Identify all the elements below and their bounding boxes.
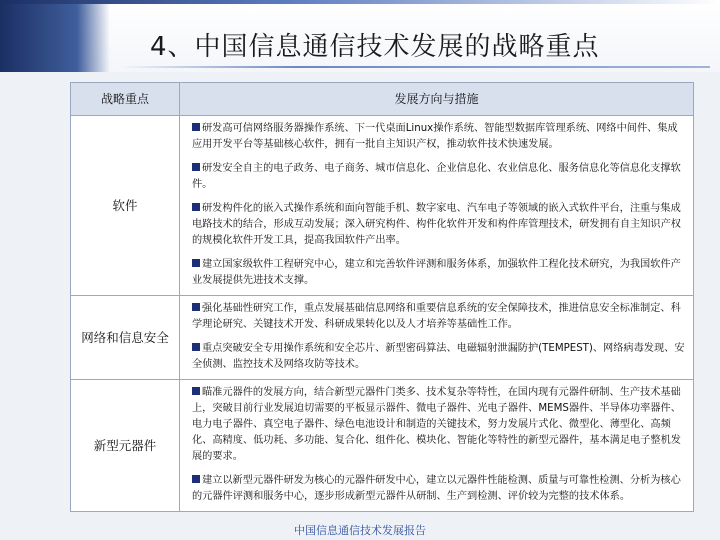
banner-accent — [0, 0, 110, 72]
table-header-row — [71, 83, 694, 116]
category-cell: 软件 — [71, 116, 180, 296]
measure-text: 强化基础性研究工作，重点发展基础信息网络和重要信息系统的安全保障技术，推进信息安全标准制定、科学理论研究、关键技术开发、科研成果转化以及人才培养等基础性工作。 — [192, 303, 681, 330]
square-bullet-icon — [192, 163, 200, 171]
measures-cell — [180, 116, 694, 296]
square-bullet-icon — [192, 303, 200, 311]
square-bullet-icon — [192, 475, 200, 483]
banner-top-stripe — [0, 0, 720, 4]
table-row-network-security — [71, 296, 694, 380]
measure-item — [192, 257, 687, 289]
measure-text: 研发安全自主的电子政务、电子商务、城市信息化、企业信息化、农业信息化、服务信息化等信息化支撑软件。 — [192, 163, 681, 190]
square-bullet-icon — [192, 203, 200, 211]
measure-text: 研发构件化的嵌入式操作系统和面向智能手机、数字家电、汽车电子等领域的嵌入式软件平台，注重与集成电路技术的结合，形成互动发展；深入研究构件、构件化软件开发和构件库管理技术，研发拥有自主知识产权的规模化软件开发工具，提高我国软件产出率。 — [192, 203, 681, 246]
square-bullet-icon — [192, 343, 200, 351]
category-cell: 新型元器件 — [71, 380, 180, 512]
table-row-software — [71, 116, 694, 296]
measure-item — [192, 385, 687, 465]
measure-text: 研发高可信网络服务器操作系统、下一代桌面Linux操作系统、智能型数据库管理系统、网络中间件、集成应用开发平台等基础核心软件，拥有一批自主知识产权，推动软件技术快速发展。 — [192, 123, 678, 150]
measure-item — [192, 301, 687, 333]
measure-item — [192, 161, 687, 193]
measure-item — [192, 473, 687, 505]
measure-item — [192, 201, 687, 249]
measure-text: 建立以新型元器件研发为核心的元器件研发中心，建立以元器件性能检测、质量与可靠性检测、分析为核心的元器件评测和服务中心，逐步形成新型元器件从研制、生产到检测、评价较为完整的技术体系。 — [192, 475, 681, 502]
measure-text: 瞄准元器件的发展方向，结合新型元器件门类多、技术复杂等特性，在国内现有元器件研制、生产技术基础上，突破目前行业发展迫切需要的平板显示器件、微电子器件、光电子器件、MEMS器件、半导体功率器件、电力电子器件、真空电子器件、绿色电池设计和制造的关键技术，努力发展片式化、微型化、薄型化、高频化、高精度、低功耗、多功能、复合化、组件化、模块化、智能化等特性的新型元器件，基本满足电子整机发展的要求。 — [192, 387, 681, 462]
measures-cell — [180, 296, 694, 380]
measure-text: 建立国家级软件工程研究中心，建立和完善软件评测和服务体系，加强软件工程化技术研究，为我国软件产业发展提供先进技术支撑。 — [192, 259, 681, 286]
measures-cell — [180, 380, 694, 512]
strategy-table — [70, 82, 694, 512]
slide-title: 4、中国信息通信技术发展的战略重点 — [150, 32, 600, 62]
measure-item — [192, 341, 687, 373]
title-underline — [120, 66, 710, 68]
square-bullet-icon — [192, 387, 200, 395]
slide-footer: 中国信息通信技术发展报告 — [294, 524, 426, 537]
table-row-new-components — [71, 380, 694, 512]
header-strategic-focus: 战略重点 — [71, 83, 180, 116]
measure-text: 重点突破安全专用操作系统和安全芯片、新型密码算法、电磁辐射泄漏防护(TEMPEST)、网络病毒发现、安全侦测、监控技术及网络攻防等技术。 — [192, 343, 685, 370]
square-bullet-icon — [192, 123, 200, 131]
category-cell: 网络和信息安全 — [71, 296, 180, 380]
measure-item — [192, 121, 687, 153]
header-direction-measures: 发展方向与措施 — [180, 83, 694, 116]
square-bullet-icon — [192, 259, 200, 267]
